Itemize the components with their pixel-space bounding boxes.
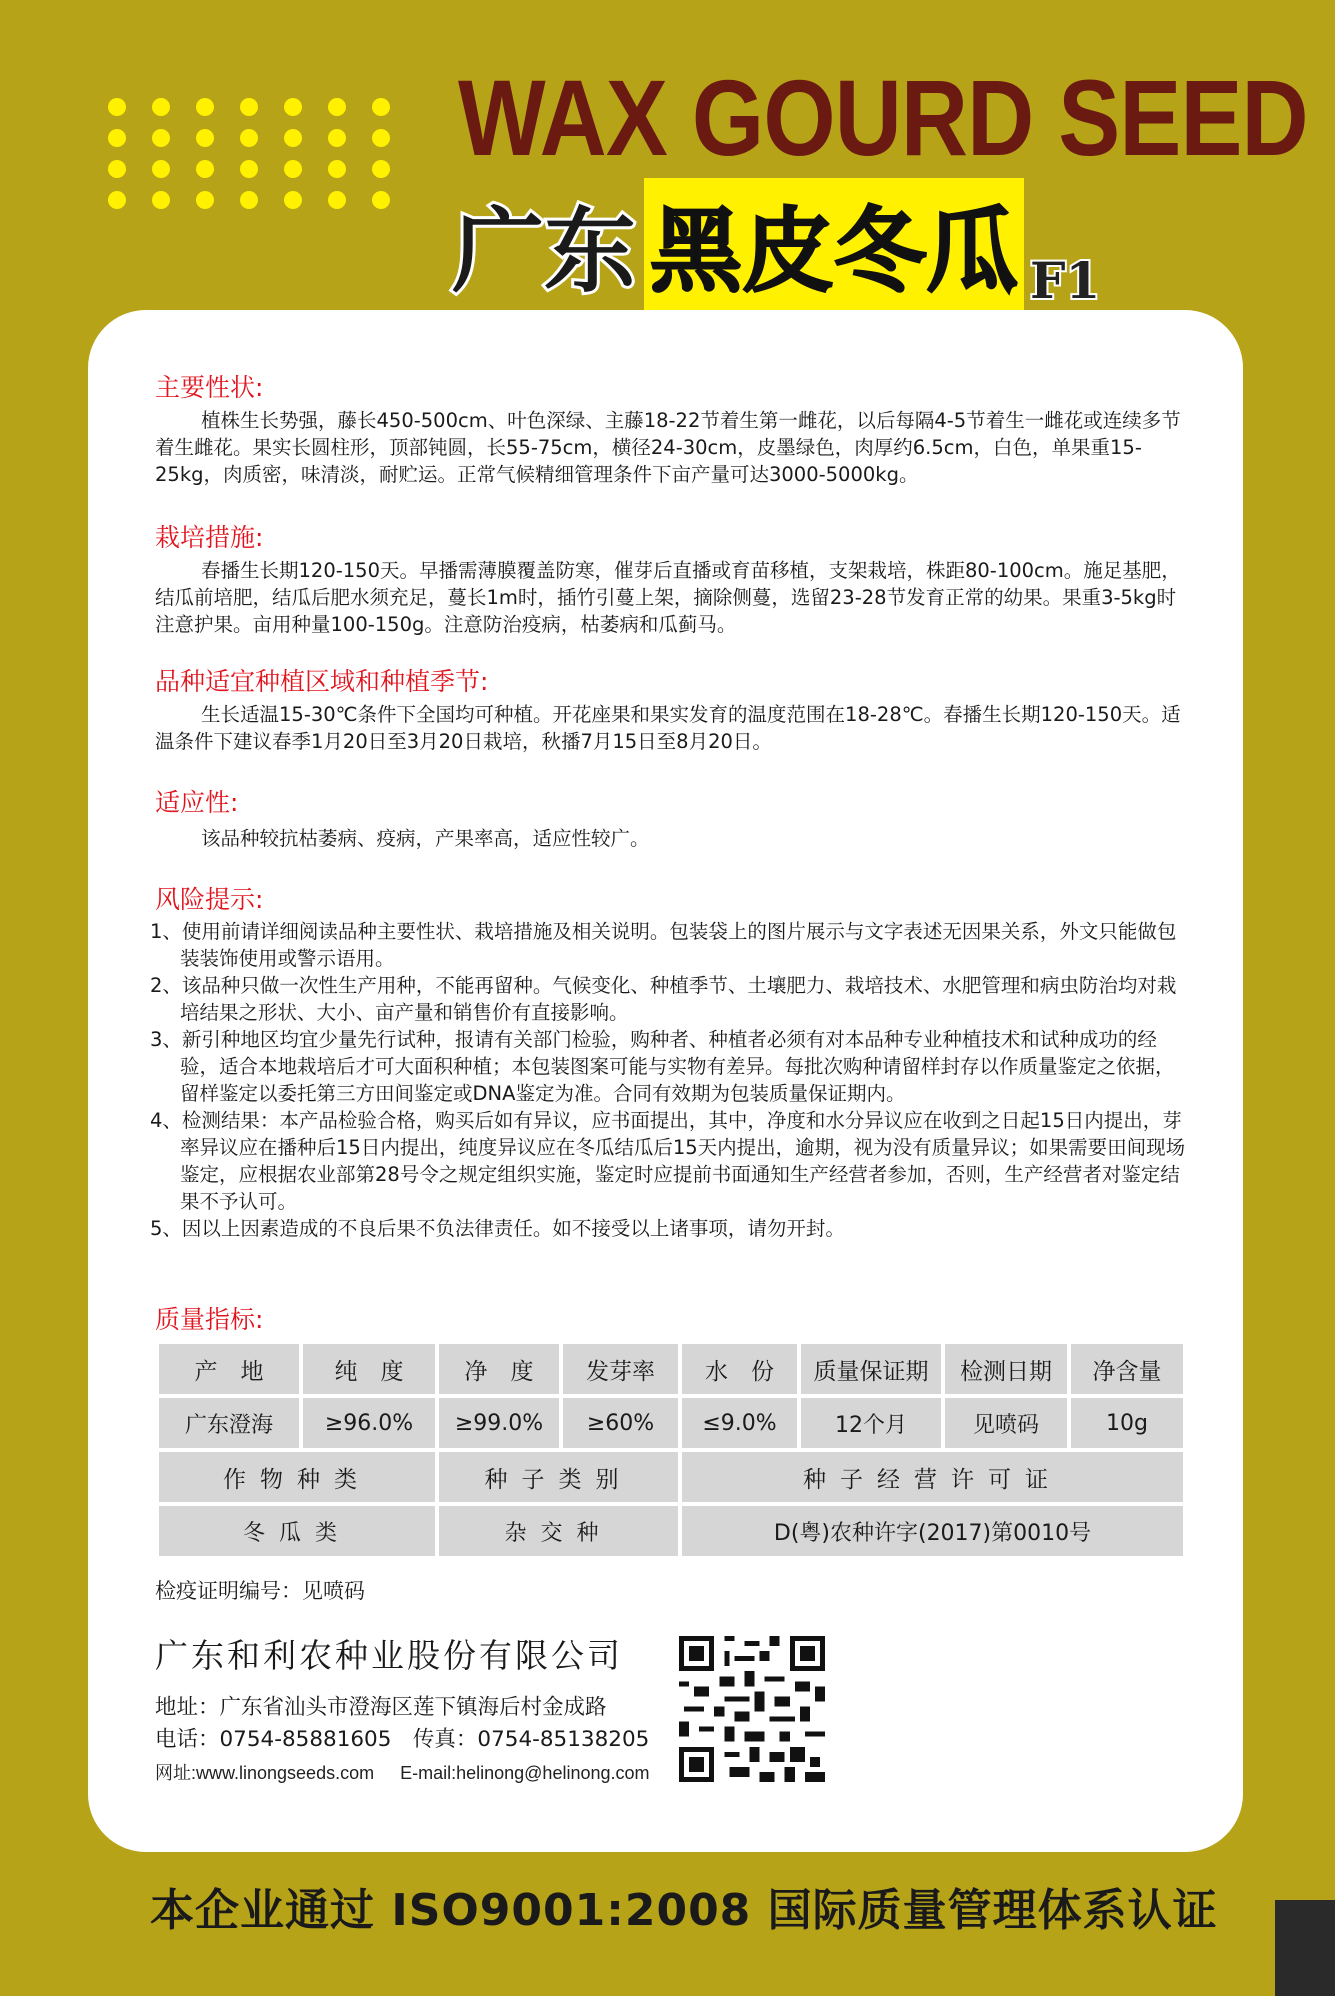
quality-header-cell: 发芽率 [563, 1344, 678, 1394]
table-row [159, 1452, 1183, 1502]
risk-item: 1、使用前请详细阅读品种主要性状、栽培措施及相关说明。包装袋上的图片展示与文字表述无因果关系，外文只能做包装装饰使用或警示语用。 [150, 920, 1177, 970]
decorative-dot [196, 191, 214, 209]
decorative-dot [152, 98, 170, 116]
decorative-dot [108, 160, 126, 178]
traits-text [155, 407, 1185, 488]
quality-header-cell: 种子类别 [439, 1452, 678, 1502]
quality-header-cell: 种子经营许可证 [682, 1452, 1183, 1502]
quality-header-cell: 净含量 [1071, 1344, 1183, 1394]
cultivation-line: 春播生长期120-150天。早播需薄膜覆盖防寒，催芽后直播或育苗移植，支架栽培，株距80-100cm。 [201, 559, 1084, 582]
region-line: 生长适温15-30℃条件下全国均可种植。开花座果和果实发育的温度范围在18-28℃。春播生长期 [201, 703, 1041, 726]
title-cn-prefix: 广东 [452, 198, 637, 305]
quality-value-cell: 冬瓜类 [159, 1506, 435, 1556]
decorative-dot [372, 129, 390, 147]
company-name: 广东和利农种业股份有限公司 [155, 1636, 623, 1675]
title-cn-highlight: 黑皮冬瓜 [644, 178, 1024, 310]
decorative-dot [240, 160, 258, 178]
corner-decoration [1275, 1900, 1335, 1996]
quality-value-cell: D(粤)农种许字(2017)第0010号 [682, 1506, 1183, 1556]
adaptability-heading: 适应性: [155, 788, 239, 817]
quality-value-cell: ≤9.0% [682, 1398, 797, 1448]
qr-code-icon [679, 1636, 825, 1782]
decorative-dot [196, 98, 214, 116]
company-phone: 电话：0754-85881605 传真：0754-85138205 [155, 1727, 650, 1752]
quality-header-cell: 净 度 [439, 1344, 559, 1394]
title-english: WAX GOURD SEED [458, 57, 1308, 178]
cultivation-text [155, 557, 1185, 638]
risk-heading: 风险提示: [155, 885, 264, 914]
decorative-dot [372, 98, 390, 116]
cultivation-line: 施足基肥，结瓜前培肥，结瓜后肥水须充足，蔓长1m时，插竹引蔓上架，摘除侧蔓，选留23-28节发育正 [155, 559, 1181, 609]
quality-value-cell: 10g [1071, 1398, 1183, 1448]
cultivation-heading: 栽培措施: [155, 523, 264, 552]
region-heading: 品种适宜种植区域和种植季节: [155, 667, 489, 696]
decorative-dot [240, 191, 258, 209]
decorative-dot [284, 129, 302, 147]
company-email: E-mail:helinong@helinong.com [400, 1763, 650, 1783]
company-contact [155, 1759, 676, 1785]
quarantine-number: 检疫证明编号：见喷码 [155, 1579, 365, 1603]
quality-header-cell: 纯 度 [303, 1344, 435, 1394]
decorative-dot [328, 191, 346, 209]
decorative-dot [284, 160, 302, 178]
decorative-dot [152, 129, 170, 147]
risk-list [150, 918, 1190, 1242]
title-cn-suffix: F1 [1030, 251, 1101, 310]
quality-heading: 质量指标: [155, 1305, 264, 1334]
traits-line: 白色，单果重15-25kg，肉质密，味清淡，耐贮运。正常气候精细管理条件下亩产量可达3000-5000kg。 [155, 436, 1142, 486]
title-chinese [452, 178, 1101, 310]
quality-header-cell: 作物种类 [159, 1452, 435, 1502]
iso-certification-banner: 本企业通过 ISO9001:2008 国际质量管理体系认证 [150, 1885, 1218, 1936]
risk-item: 4、检测结果：本产品检验合格，购买后如有异议，应书面提出，其中，净度和水分异议应在收到之日起15日内提出，芽率异议应在播种后15日内提出，纯度异议应在冬瓜结瓜后15天内提出，逾期，视为没有质量异议；如果需要田间现场鉴定，应根据农业部第28号令之规定组织实施，鉴定时应提前书面通知生产经营者参加，否则，生产经营者对鉴定结果不予认可。 [150, 1109, 1186, 1213]
quality-value-cell: 杂交种 [439, 1506, 678, 1556]
decorative-dot [328, 129, 346, 147]
adaptability-text: 该品种较抗枯萎病、疫病，产果率高，适应性较广。 [201, 827, 650, 850]
decorative-dot [196, 160, 214, 178]
quality-header-cell: 水 份 [682, 1344, 797, 1394]
decorative-dot [152, 191, 170, 209]
traits-line: 植株生长势强，藤长450-500cm、叶色深绿、主藤18-22节着生第一雌花，以后每隔4-5节着生一雌花 [201, 409, 1084, 432]
decorative-dot [328, 160, 346, 178]
decorative-dot [108, 129, 126, 147]
quality-header-cell: 产 地 [159, 1344, 299, 1394]
quality-value-cell: 见喷码 [945, 1398, 1067, 1448]
traits-heading: 主要性状: [155, 373, 264, 402]
table-row [159, 1398, 1183, 1448]
company-website: 网址:www.linongseeds.com [155, 1763, 375, 1783]
traits-line: 或连续多节着生雌花。果实长圆柱形，顶部钝圆，长55-75cm，横径24-30cm，皮墨绿色，肉厚约6.5cm， [155, 409, 1181, 459]
risk-item: 2、该品种只做一次性生产用种，不能再留种。气候变化、种植季节、土壤肥力、栽培技术、水肥管理和病虫防治均对栽培结果之形状、大小、亩产量和销售价有直接影响。 [150, 974, 1177, 1024]
decorative-dot [372, 191, 390, 209]
quality-header-cell: 质量保证期 [801, 1344, 941, 1394]
company-address: 地址：广东省汕头市澄海区莲下镇海后村金成路 [155, 1695, 607, 1720]
region-text [155, 701, 1185, 755]
region-line: 120-150天。适温条件下建议春季1月20日至3月20日栽培，秋播7月15日至8月20日。 [155, 703, 1181, 753]
quality-header-cell: 检测日期 [945, 1344, 1067, 1394]
quality-value-cell: ≥96.0% [303, 1398, 435, 1448]
decorative-dot [240, 98, 258, 116]
quality-value-cell: 广东澄海 [159, 1398, 299, 1448]
quality-value-cell: ≥99.0% [439, 1398, 559, 1448]
quality-value-cell: ≥60% [563, 1398, 678, 1448]
quality-value-cell: 12个月 [801, 1398, 941, 1448]
decorative-dot [328, 98, 346, 116]
table-row [159, 1506, 1183, 1556]
decorative-dot [108, 98, 126, 116]
risk-item: 3、新引种地区均宜少量先行试种，报请有关部门检验，购种者、种植者必须有对本品种专业种植技术和试种成功的经验，适合本地栽培后才可大面积种植；本包装图案可能与实物有差异。每批次购种请留样封存以作质量鉴定之依据，留样鉴定以委托第三方田间鉴定或DNA鉴定为准。合同有效期为包装质量保证期内。 [150, 1028, 1175, 1105]
decorative-dot [108, 191, 126, 209]
decorative-dot [240, 129, 258, 147]
table-row [159, 1344, 1183, 1394]
decorative-dot [372, 160, 390, 178]
decorative-dot [284, 191, 302, 209]
decorative-dot [196, 129, 214, 147]
decorative-dot [152, 160, 170, 178]
quality-table [155, 1340, 1187, 1560]
risk-item: 5、因以上因素造成的不良后果不负法律责任。如不接受以上诸事项，请勿开封。 [150, 1217, 845, 1240]
decorative-dot [284, 98, 302, 116]
cultivation-line: 常的幼果。果重3-5kg时注意护果。亩用种量100-150g。注意防治疫病，枯萎病和瓜蓟马。 [155, 586, 1177, 636]
